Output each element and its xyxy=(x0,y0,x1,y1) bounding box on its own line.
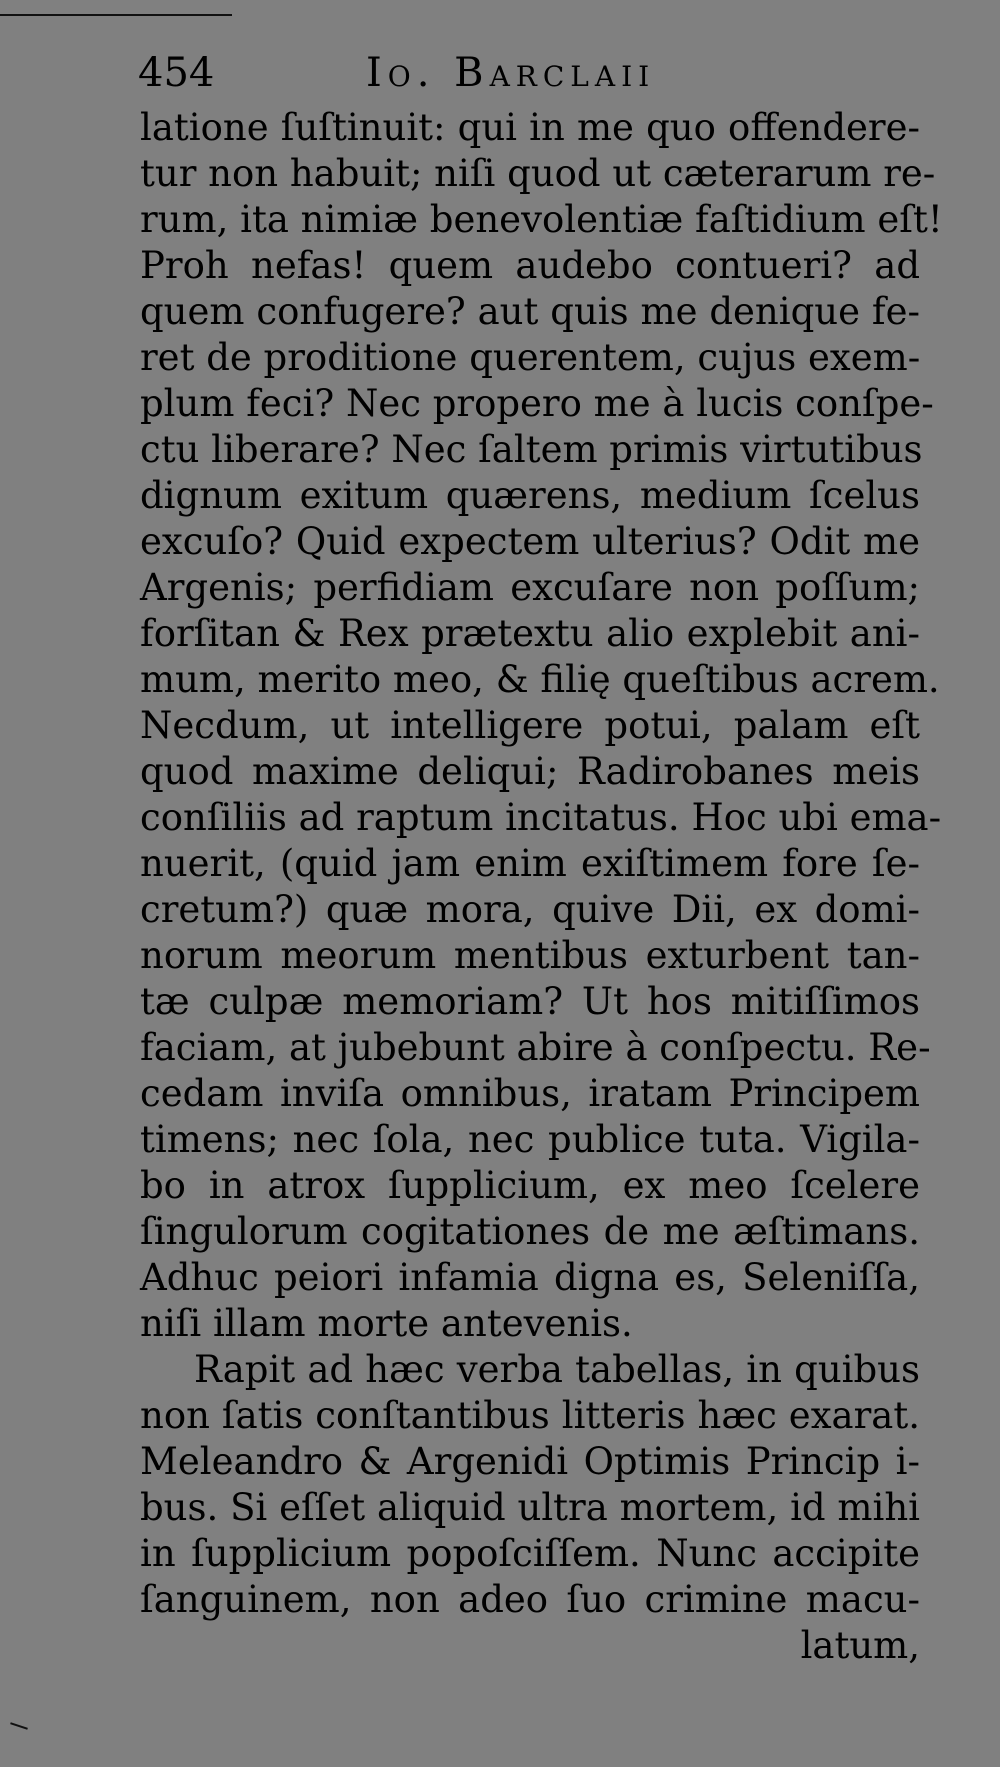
text-line-27: niſi illam morte antevenis. xyxy=(140,1302,633,1345)
text-line-29: non ſatis conſtantibus litteris hæc exarat. xyxy=(140,1394,920,1437)
text-line-34: latum, xyxy=(800,1624,920,1667)
text-line-1: latione ſuſtinuit: qui in me quo offendere- xyxy=(140,106,920,149)
text-line-19: norum meorum mentibus exturbent tan- xyxy=(140,934,920,977)
margin-mark xyxy=(10,1722,28,1729)
top-rule xyxy=(0,14,232,16)
text-line-18: cretum?) quæ mora, quive Dii, ex domi- xyxy=(140,888,920,931)
text-line-4: Proh nefas! quem audebo contueri? ad xyxy=(140,244,920,287)
text-line-10: excuſo? Quid expectem ulterius? Odit me xyxy=(140,520,920,563)
running-head: Io. Barclaii xyxy=(366,50,656,96)
text-line-2: tur non habuit; niſi quod ut cæterarum re- xyxy=(140,152,936,195)
text-line-11: Argenis; perfidiam excuſare non poſſum; xyxy=(140,566,920,609)
text-line-8: ctu liberare? Nec ſaltem primis virtutibus xyxy=(140,428,923,471)
text-line-17: nuerit, (quid jam enim exiſtimem fore ſe- xyxy=(140,842,920,885)
text-line-24: bo in atrox ſupplicium, ex meo ſcelere xyxy=(140,1164,920,1207)
text-line-7: plum feci? Nec propero me à lucis conſpe- xyxy=(140,382,934,425)
text-line-23: timens; nec ſola, nec publice tuta. Vigila- xyxy=(140,1118,920,1161)
text-line-30: Meleandro & Argenidi Optimis Princip i- xyxy=(140,1440,920,1483)
text-line-9: dignum exitum quærens, medium ſcelus xyxy=(140,474,920,517)
text-line-16: conſiliis ad raptum incitatus. Hoc ubi ema- xyxy=(140,796,942,839)
text-line-20: tæ culpæ memoriam? Ut hos mitiſſimos xyxy=(140,980,920,1023)
text-line-32: in ſupplicium popoſciſſem. Nunc accipite xyxy=(140,1532,920,1575)
page-number: 454 xyxy=(138,50,215,96)
text-line-12: forſitan & Rex prætextu alio explebit ani- xyxy=(140,612,920,655)
text-line-22: cedam inviſa omnibus, iratam Principem xyxy=(140,1072,920,1115)
text-line-26: Adhuc peiori infamia digna es, Seleniſſa, xyxy=(140,1256,920,1299)
page-header xyxy=(138,48,898,98)
text-line-25: ſingulorum cogitationes de me æſtimans. xyxy=(140,1210,920,1253)
text-line-21: faciam, at jubebunt abire à conſpectu. Re- xyxy=(140,1026,931,1069)
text-line-15: quod maxime deliqui; Radirobanes meis xyxy=(140,750,920,793)
text-line-3: rum, ita nimiæ benevolentiæ faſtidium eſt! xyxy=(140,198,943,241)
text-line-5: quem confugere? aut quis me denique fe- xyxy=(140,290,920,333)
text-line-33: ſanguinem, non adeo ſuo crimine macu- xyxy=(140,1578,920,1621)
text-line-13: mum, merito meo, & filię queſtibus acrem. xyxy=(140,658,940,701)
text-line-14: Necdum, ut intelligere potui, palam eſt xyxy=(140,704,920,747)
text-line-6: ret de proditione querentem, cujus exem- xyxy=(140,336,921,379)
text-line-31: bus. Si eſſet aliquid ultra mortem, id mihi xyxy=(140,1486,920,1529)
body-text xyxy=(140,105,943,1669)
text-line-28: Rapit ad hæc verba tabellas, in quibus xyxy=(194,1348,920,1391)
